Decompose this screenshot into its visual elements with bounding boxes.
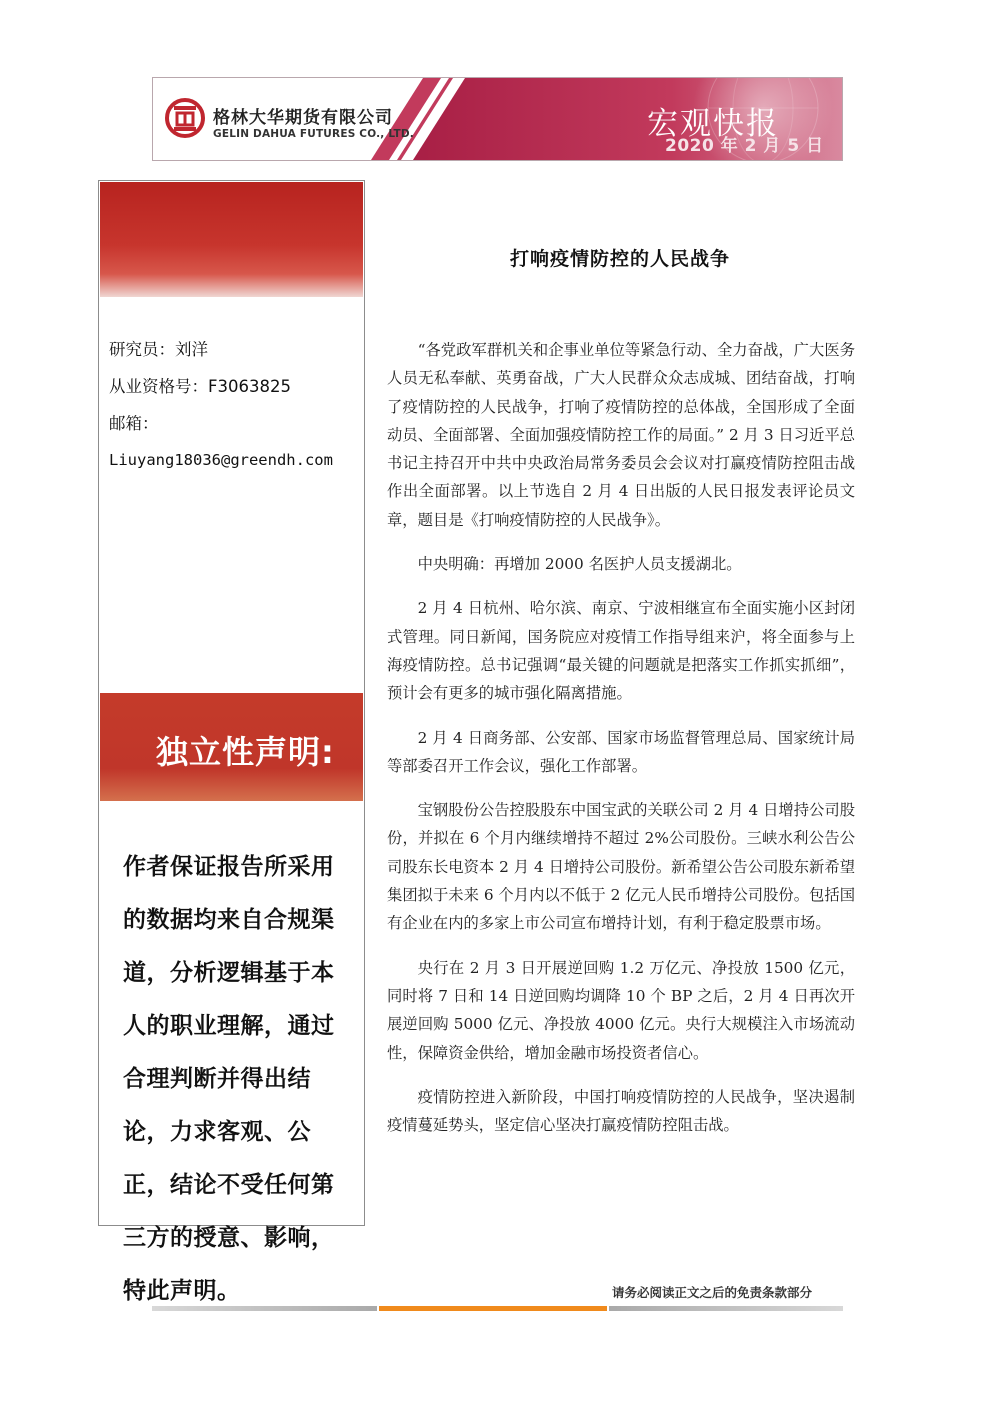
document-title: 打响疫情防控的人民战争 xyxy=(509,248,730,270)
sidebar xyxy=(98,180,365,1304)
paragraph: 疫情防控进入新阶段，中国打响疫情防控的人民战争，坚决遏制疫情蔓延势头，坚定信心坚决打赢疫情防控阻击战。 xyxy=(387,1087,855,1135)
paragraph: “各党政军群机关和企事业单位等紧急行动、全力奋战，广大医务人员无私奉献、英勇奋战，广大人民群众众志成城、团结奋战，打响了疫情防控的人民战争，打响了疫情防控的总体战，全国形成了全面动员、全面部署、全面加强疫情防控工作的局面。” 2 月 3 日习近平总书记主持召开中共中央政治局常务委员会会议对打赢疫情防控阻击战作出全面部署。以上节选自 2 月 4 日出版的人民日报发表评论员文章，题目是《打响疫情防控的人民战争》。 xyxy=(387,341,855,529)
paragraph: 央行在 2 月 3 日开展逆回购 1.2 万亿元、净投放 1500 亿元，同时将 7 日和 14 日逆回购均调降 10 个 BP 之后，2 月 4 日再次开展逆回购 5000 亿元、净投放 4000 亿元。央行大规模注入市场流动性，保障资金供给，增加金融市场投资者信心。 xyxy=(387,958,855,1062)
analyst-email[interactable]: Liuyang18036@greendh.com xyxy=(109,451,333,469)
email-label: 邮箱： xyxy=(109,414,159,433)
footer-divider-gray-right xyxy=(609,1306,843,1311)
paragraph: 宝钢股份公告控股股东中国宝武的关联公司 2 月 4 日增持公司股份，并拟在 6 个月内继续增持不超过 2%公司股份。三峡水利公告公司股东长电资本 2 月 4 日增持公司股份。新希望公告公司股东新希望集团拟于未来 6 个月内以不低于 2 亿元人民币增持公司股份。包括国有企业在内的多家上市公司宣布增持计划，有利于稳定股票市场。 xyxy=(387,801,855,933)
paragraph: 中央明确：再增加 2000 名医护人员支援湖北。 xyxy=(417,555,742,574)
declaration-text: 作者保证报告所采用的数据均来自合规渠道，分析逻辑基于本人的职业理解，通过合理判断并得出结论，力求客观、公正，结论不受任何第三方的授意、影响，特此声明。 xyxy=(123,854,335,1304)
analyst-name: 研究员：刘洋 xyxy=(109,340,208,359)
report-type-title: 宏观快报 xyxy=(647,106,779,142)
report-date: 2020 年 2 月 5 日 xyxy=(665,136,824,156)
declaration-title: 独立性声明: xyxy=(156,733,335,771)
sidebar-banner xyxy=(100,182,363,297)
disclaimer-note: 请务必阅读正文之后的免责条款部分 xyxy=(612,1285,813,1300)
company-name-cn: 格林大华期货有限公司 xyxy=(213,108,393,128)
declaration-banner xyxy=(100,693,363,801)
paragraph: 2 月 4 日杭州、哈尔滨、南京、宁波相继宣布全面实施小区封闭式管理。同日新闻，国务院应对疫情工作指导组来沪，将全面参与上海疫情防控。总书记强调“最关键的问题就是把落实工作抓实抓细”，预计会有更多的城市强化隔离措施。 xyxy=(387,599,855,703)
analyst-license: 从业资格号：F3063825 xyxy=(109,377,291,396)
footer-divider-gray xyxy=(152,1306,377,1311)
article-body xyxy=(387,336,855,1155)
company-logo-icon xyxy=(165,98,205,138)
footer-divider-orange xyxy=(379,1306,607,1311)
paragraph: 2 月 4 日商务部、公安部、国家市场监督管理总局、国家统计局等部委召开工作会议，强化工作部署。 xyxy=(387,728,855,775)
analyst-info xyxy=(109,331,333,479)
company-name-en: GELIN DAHUA FUTURES CO., LTD. xyxy=(213,128,414,140)
